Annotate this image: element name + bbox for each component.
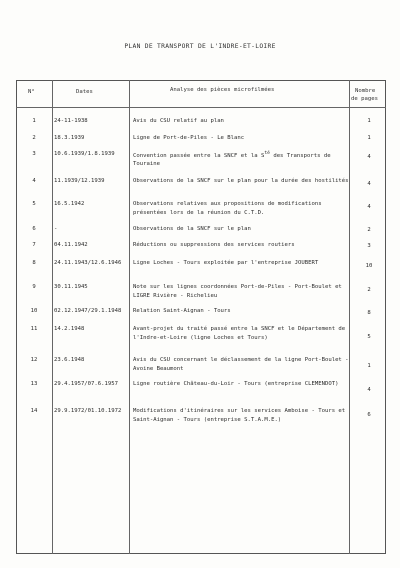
row-date: 30.11.1945 [54, 284, 88, 290]
page-title: PLAN DE TRANSPORT DE L'INDRE-ET-LOIRE [124, 43, 276, 50]
row-description: Avant-projet du traité passé entre la SNCF et le Département de l'Indre-et-Loire (ligne Loches et Tours) [133, 326, 346, 341]
row-page-count: 8 [367, 310, 371, 316]
row-page-count: 4 [367, 154, 371, 160]
row-page-count: 5 [367, 334, 371, 340]
row-description: Modifications d'itinéraires sur les services Amboise - Tours et Saint-Aignan - Tours (entreprise S.T.A.M.E.) [133, 408, 346, 423]
row-date: 24.11.1943/12.6.1946 [54, 260, 122, 266]
row-number: 12 [30, 357, 38, 363]
header-pages-line1: Nombre [355, 88, 376, 94]
row-number: 4 [32, 178, 36, 184]
column-divider [349, 80, 350, 554]
row-number: 14 [30, 408, 38, 414]
row-number: 10 [30, 308, 38, 314]
row-page-count: 2 [367, 287, 371, 293]
header-dates: Dates [76, 89, 93, 95]
header-num: N° [28, 89, 35, 95]
row-description: Avis du CSU relatif au plan [133, 118, 224, 124]
column-divider [129, 80, 130, 554]
row-number: 13 [30, 381, 38, 387]
header-analyse: Analyse des pièces microfilmées [170, 87, 275, 93]
row-number: 3 [32, 151, 36, 157]
row-date: 04.11.1942 [54, 242, 88, 248]
row-number: 7 [32, 242, 36, 248]
row-description: Ligne Loches - Tours exploitée par l'entreprise JOUBERT [133, 260, 319, 266]
row-date: - [54, 226, 58, 232]
row-date: 29.4.1957/07.6.1957 [54, 381, 118, 387]
header-pages-line2: de pages [351, 96, 378, 102]
row-page-count: 1 [367, 363, 371, 369]
row-page-count: 6 [367, 412, 371, 418]
row-page-count: 10 [365, 263, 373, 269]
row-description: Note sur les lignes coordonnées Port-de-Piles - Port-Boulet et LIGRE Rivière - Richelieu [133, 284, 342, 299]
row-description: Observations de la SNCF sur le plan pour la durée des hostilités [133, 178, 349, 184]
row-number: 2 [32, 135, 36, 141]
row-date: 16.5.1942 [54, 201, 85, 207]
row-description: Avis du CSU concernant le déclassement de la ligne Port-Boulet - Avoine Beaumont [133, 357, 349, 372]
row-page-count: 2 [367, 227, 371, 233]
row-description: Observations de la SNCF sur le plan [133, 226, 251, 232]
row-date: 23.6.1948 [54, 357, 85, 363]
row-date: 29.9.1972/01.10.1972 [54, 408, 122, 414]
row-number: 5 [32, 201, 36, 207]
row-page-count: 4 [367, 181, 371, 187]
row-number: 8 [32, 260, 36, 266]
row-date: 10.6.1939/1.8.1939 [54, 151, 115, 157]
row-number: 1 [32, 118, 36, 124]
row-date: 11.1939/12.1939 [54, 178, 105, 184]
row-page-count: 3 [367, 243, 371, 249]
row-description: Ligne routière Château-du-Loir - Tours (entreprise CLEMENDOT) [133, 381, 339, 387]
row-page-count: 4 [367, 204, 371, 210]
row-description: Ligne de Port-de-Piles - Le Blanc [133, 135, 245, 141]
column-divider [52, 80, 53, 554]
row-number: 11 [30, 326, 38, 332]
row-date: 02.12.1947/29.1.1948 [54, 308, 122, 314]
row-description: Réductions ou suppressions des services routiers [133, 242, 295, 248]
row-date: 24-11-1938 [54, 118, 88, 124]
row-date: 14.2.1948 [54, 326, 85, 332]
row-number: 6 [32, 226, 36, 232]
row-page-count: 1 [367, 135, 371, 141]
row-description: Observations relatives aux propositions de modifications présentées lors de la réunion du C.T.D. [133, 201, 322, 216]
header-divider [16, 107, 386, 108]
row-page-count: 1 [367, 118, 371, 124]
row-description: Relation Saint-Aignan - Tours [133, 308, 231, 314]
row-date: 18.3.1939 [54, 135, 85, 141]
row-number: 9 [32, 284, 36, 290]
row-page-count: 4 [367, 387, 371, 393]
row-description: Convention passée entre la SNCF et la $S^{té}$ des Transports de Touraine [133, 151, 331, 168]
